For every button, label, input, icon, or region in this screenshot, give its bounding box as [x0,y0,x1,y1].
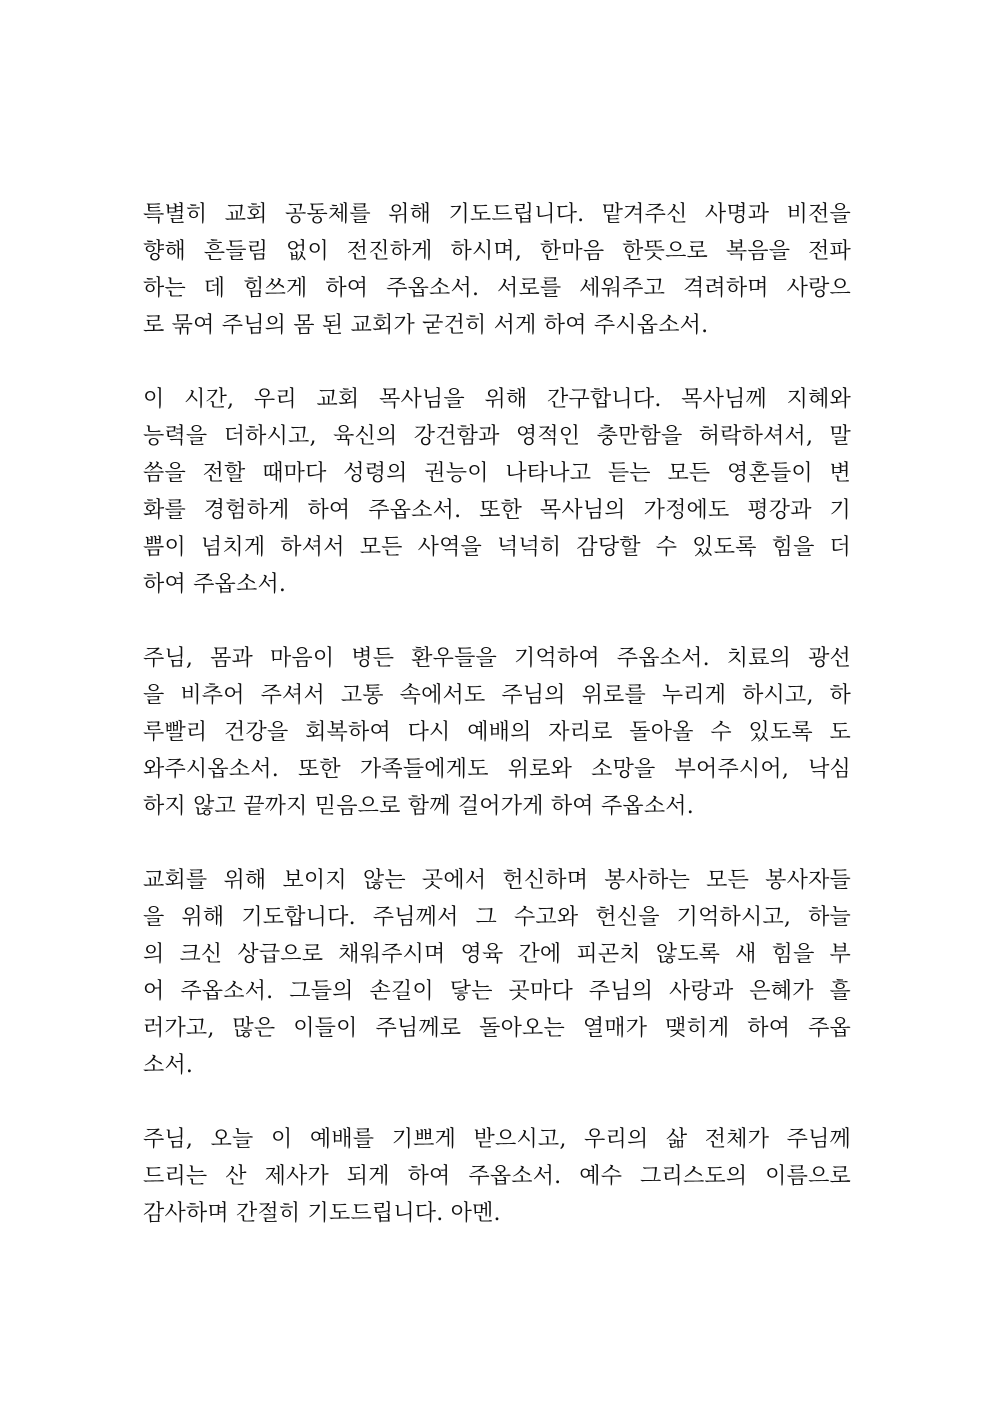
text-line: 하여 주옵소서. [143,572,287,597]
prayer-text [143,196,851,1269]
text-line: 루빨리 건강을 회복하여 다시 예배의 자리로 돌아올 수 있도록 도 [143,720,851,745]
text-line: 러가고, 많은 이들이 주님께로 돌아오는 열매가 맺히게 하여 주옵 [143,1016,851,1041]
text-line: 화를 경험하게 하여 주옵소서. 또한 목사님의 가정에도 평강과 기 [143,498,851,523]
text-line: 능력을 더하시고, 육신의 강건함과 영적인 충만함을 허락하셔서, 말 [143,424,851,449]
paragraph-closing [143,1121,851,1232]
text-line: 을 위해 기도합니다. 주님께서 그 수고와 헌신을 기억하시고, 하늘 [143,905,851,930]
text-line: 특별히 교회 공동체를 위해 기도드립니다. 맡겨주신 사명과 비전을 [143,202,851,227]
text-line: 씀을 전할 때마다 성령의 권능이 나타나고 듣는 모든 영혼들이 변 [143,461,851,486]
text-line: 감사하며 간절히 기도드립니다. 아멘. [143,1201,501,1226]
text-line: 와주시옵소서. 또한 가족들에게도 위로와 소망을 부어주시어, 낙심 [143,757,851,782]
text-line: 주님, 몸과 마음이 병든 환우들을 기억하여 주옵소서. 치료의 광선 [143,646,851,671]
text-line: 이 시간, 우리 교회 목사님을 위해 간구합니다. 목사님께 지혜와 [143,387,851,412]
text-line: 주님, 오늘 이 예배를 기쁘게 받으시고, 우리의 삶 전체가 주님께 [143,1127,851,1152]
text-line: 향해 흔들림 없이 전진하게 하시며, 한마음 한뜻으로 복음을 전파 [143,239,851,264]
text-line: 드리는 산 제사가 되게 하여 주옵소서. 예수 그리스도의 이름으로 [143,1164,851,1189]
text-line: 소서. [143,1053,194,1078]
text-line: 하지 않고 끝까지 믿음으로 함께 걸어가게 하여 주옵소서. [143,794,694,819]
text-line: 쁨이 넘치게 하셔서 모든 사역을 넉넉히 감당할 수 있도록 힘을 더 [143,535,851,560]
paragraph-volunteers [143,862,851,1084]
text-line: 의 크신 상급으로 채워주시며 영육 간에 피곤치 않도록 새 힘을 부 [143,942,851,967]
text-line: 하는 데 힘쓰게 하여 주옵소서. 서로를 세워주고 격려하며 사랑으 [143,276,851,301]
paragraph-patients [143,640,851,825]
text-line: 로 묶여 주님의 몸 된 교회가 굳건히 서게 하여 주시옵소서. [143,313,709,338]
text-line: 교회를 위해 보이지 않는 곳에서 헌신하며 봉사하는 모든 봉사자들 [143,868,851,893]
text-line: 어 주옵소서. 그들의 손길이 닿는 곳마다 주님의 사랑과 은혜가 흘 [143,979,851,1004]
text-line: 을 비추어 주셔서 고통 속에서도 주님의 위로를 누리게 하시고, 하 [143,683,851,708]
paragraph-church-community [143,196,851,344]
paragraph-pastor [143,381,851,603]
